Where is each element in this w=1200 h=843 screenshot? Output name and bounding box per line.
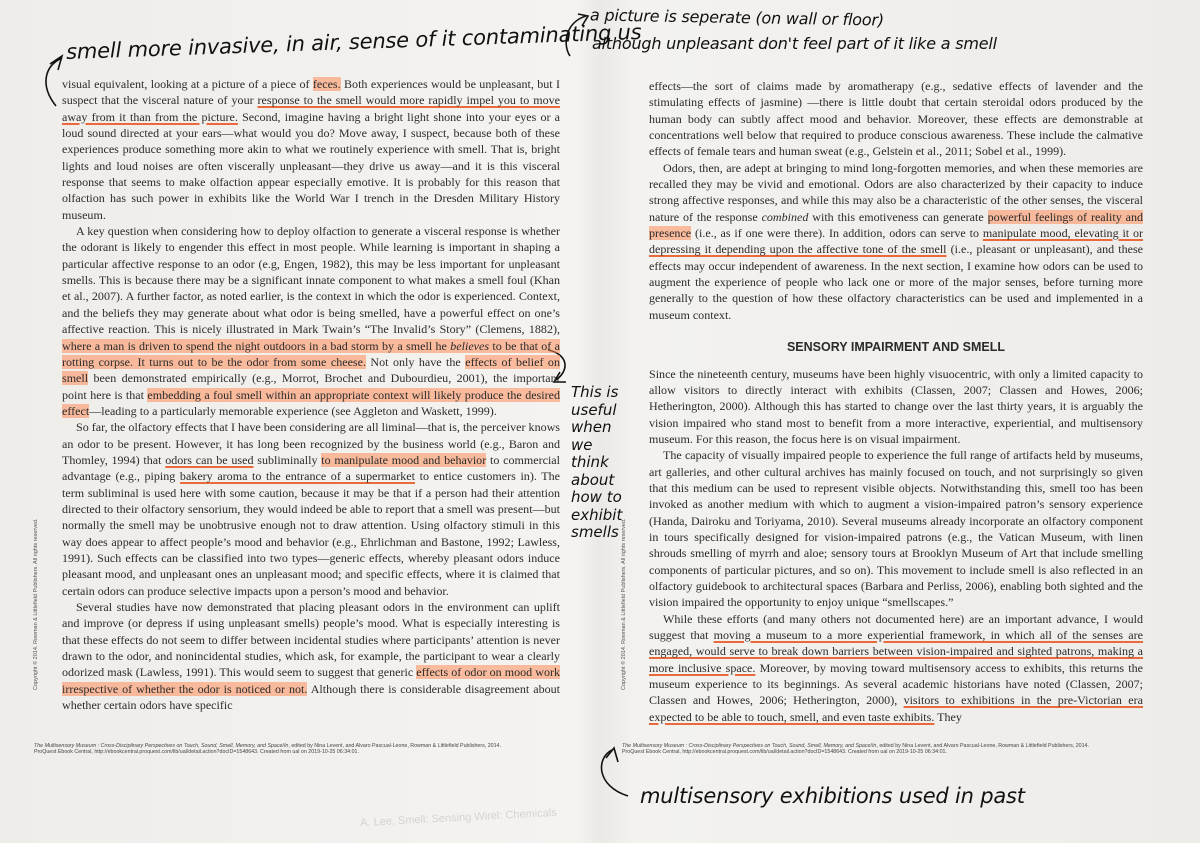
left-paragraph-2: [62, 223, 560, 419]
left-column: [62, 76, 560, 713]
text: —leading to a particularly memorable experience (see Aggleton and Waskett, 1999).: [89, 403, 497, 418]
highlight: embedding a foul smell within an appropriate context will likely produce the desired effect: [62, 387, 560, 418]
left-paragraph-3: [62, 419, 560, 599]
text: Moreover, by moving toward multisensory access to exhibits, this returns the museum experience to its beginnings. As several academic historians have noted (Classen, 2007; Classen and Howes, 2006; Hetherington, 2000),: [649, 660, 1143, 708]
note-top-left: smell more invasive, in air, sense of it contaminating us: [65, 19, 642, 65]
right-paragraph-4: [649, 447, 1143, 610]
highlight: to manipulate mood and behavior: [321, 452, 487, 467]
right-footer: The Multisensory Museum : Cross-Disciplinary Perspectives on Touch, Sound, Smell, Memory, and Space/In, edited by Nina Levent, and Alvaro Pascual-Leone, Rowman & Littlefield Publishers, 2014. ProQuest Ebook Central, http://ebookcentral.proquest.com/lib/ual/detail.action?docID=1548643. Created from ual on 2019-10-25 06:34:01.: [622, 743, 1089, 756]
text: The capacity of visually impaired people to experience the full range of artifacts held by museums, art galleries, and other cultural archives has mainly focused on touch, and not surprisingly so given that this medium can be used to represent visible objects. Notwithstanding this, smell too has been invoked as another medium with which to augment a vision-impaired patron’s sensory experience (Handa, Dairoku and Toriyama, 2010). Several museums already incorporate an olfactory component in tours specifically designed for vision-impaired patrons (e.g., the Vatican Museum, with linen shrouds smelling of myrrh and aloe; sensory tours at Brooklyn Museum of Art that include smelling components of particular pictures, and so on). This movement to include smell is also reflected in an olfactory guidebook to architectural spaces (Barbara and Perliss, 2006), enabling both sighted and the vision impaired the opportunity to enjoy unique “smellscapes.”: [649, 448, 1143, 610]
note-margin-line: how to: [571, 488, 622, 506]
text: to commercial advantage (e.g., piping: [62, 452, 561, 484]
left-copyright-vertical: Copyright © 2014. Rowman & Littlefield Publishers. All rights reserved.: [33, 518, 39, 690]
text: Several studies have now demonstrated that placing pleasant odors in the environment can uplift and improve (or depress if using unpleasant smells) people’s mood. What is especially interesting is that these effects do not seem to differ between incidental studies where participants’ attention is never drawn to the odor, and nonincidental studies, which ask, for example, the participant to wear a clearly odorized mask (Lawless, 1991). This would seem to suggest that generic: [62, 600, 560, 680]
text: Although there is considerable disagreement about whether certain odors have specific: [62, 681, 560, 713]
highlight-emphasis: believes: [450, 338, 490, 353]
text: (i.e., pleasant or unpleasant), and these effects may occur independent of awareness. In the next section, I examine how odors can be used to augment the experience of people who lack one or more of the major senses, before turning more generally to the question of how these olfactory characteristics can be used and implemented in a museum context.: [649, 242, 1143, 322]
underline: bakery aroma to the entrance of a supermarket: [179, 469, 415, 484]
left-paragraph-4: [62, 599, 560, 713]
text: They: [934, 709, 962, 724]
underline: visitors to exhibitions in the pre-Victorian era expected to be able to touch, smell, and even taste exhibits.: [649, 693, 1143, 724]
text: While these efforts (and many others not documented here) are an important advance, I would suggest that: [649, 611, 1143, 642]
highlight: effects of odor on mood work irrespective of whether the odor is noticed or not.: [62, 665, 560, 696]
right-paragraph-3: [649, 366, 1143, 448]
text: Second, imagine having a bright light shone into your eyes or a loud sound directed at your ears—what would you do? Move away, I suspect, because both of these experiences produce something more akin to what we routinely experience with smell. That is, bright lights and loud noises are often viscerally unpleasant—they drive us away—and it is this visceral response that seems to make olfaction appear especially emotive. It is probably for this reason that olfaction has such power in exhibits like the World War I trench in the Dresden Military History museum.: [62, 109, 561, 222]
highlight: effects of belief on smell: [62, 354, 560, 386]
left-paragraph-1: [62, 76, 560, 223]
section-heading: SENSORY IMPAIRMENT AND SMELL: [786, 340, 1006, 355]
text: Not only have the: [365, 354, 466, 369]
note-top-right-line1: a picture is seperate (on wall or floor): [589, 5, 885, 30]
right-column: [649, 78, 1143, 725]
text: (i.e., as if one were there). In addition, odors can serve to: [691, 226, 983, 241]
note-margin-line: smells: [571, 523, 619, 541]
text: with this emotiveness can generate: [808, 209, 988, 224]
right-paragraph-1: [649, 78, 1143, 160]
highlight: powerful feelings of reality and presence: [649, 209, 1143, 241]
note-margin-line: when we: [571, 418, 612, 454]
note-top-right-line2: although unpleasant don't feel part of it like a smell: [592, 34, 997, 53]
text: effects—the sort of claims made by aromatherapy (e.g., sedative effects of lavender and the stimulating effects of jasmine) —there is little doubt that certain steroidal odors produced by the human body can subtly affect mood and behavior. Moreover, these effects are demonstrable at concentrations well below that required to produce conscious awareness. These include the calmative effects of female tears and human sweat (e.g., Gelstein et al., 2011; Sobel et al., 1999).: [649, 79, 1143, 159]
left-footer: The Multisensory Museum : Cross-Disciplinary Perspectives on Touch, Sound, Smell, Memory, and Space/In, edited by Nina Levent, and Alvaro Pascual-Leone, Rowman & Littlefield Publishers, 2014. ProQuest Ebook Central, http://ebookcentral.proquest.com/lib/ual/detail.action?docID=1548643. Created from ual on 2019-10-25 06:34:01.: [34, 743, 501, 756]
note-margin-line: This is: [571, 383, 619, 401]
text: Since the nineteenth century, museums have been highly visuocentric, with only a limited capacity to allow visitors to directly interact with exhibits (Classen, 2007; Classen and Howes, 2006; Hetherington, 2000). Although this has started to change over the last thirty years, it is arguably the vision impaired who stand most to benefit from a more interactive, experiential, and multisensory museum. For this reason, the focus here is on visual impairment.: [649, 366, 1143, 446]
note-margin-line: exhibit: [571, 505, 623, 524]
right-paragraph-5: [649, 611, 1143, 725]
bleed-through-text: A. Lee, Smell: Sensing Wirel: Chemicals: [359, 806, 558, 830]
note-margin-line: think: [571, 453, 609, 471]
right-paragraph-2: [649, 160, 1143, 323]
text: So far, the olfactory effects that I have been considering are all liminal—that is, the perceiver knows an odor to be present. However, it has long been recognized by the business world (e.g., Baron and Thomley, 1994) that: [62, 420, 560, 467]
highlight: to be that of a rotting corpse. It turns out to be the odor from some cheese.: [62, 338, 561, 369]
note-bottom: multisensory exhibitions used in past: [640, 784, 1025, 808]
note-margin-line: useful: [571, 400, 617, 419]
underline: response to the smell would more rapidly impel you to move away from it than from the picture.: [62, 93, 560, 124]
text: subliminally: [253, 452, 322, 467]
emphasis: combined: [761, 209, 809, 224]
underline: odors can be used: [165, 452, 254, 467]
text: to entice customers in). The term subliminal is used here with some caution, because it may be that if a person had their attention directed to their olfactory sensorium, they would indeed be able to report that a smell was present—but normally the smell may be unobtrusive enough not to draw attention. Using olfactory stimuli in this way does appear to affect people’s mood and behavior (e.g., Ehrlichman and Bastone, 1992; Lawless, 1991). Such effects can be classified into two types—generic effects, whereby pleasant odors induce pleasant mood, and unpleasant ones an unpleasant mood; and specific effects, where it is claimed that certain odors can produce selective impacts upon a person’s mood and behavior.: [62, 469, 560, 598]
text: visual equivalent, looking at a picture of a piece of: [62, 77, 313, 91]
text: Odors, then, are adept at bringing to mind long-forgotten memories, and when these memories are recalled they may be vivid and emotional. Odors are also characterized by their capacity to induce strong affective responses, and while this may also be a characteristic of the other senses, the visceral nature of the response: [649, 160, 1143, 224]
text: A key question when considering how to deploy olfaction to generate a visceral response is whether the odorant is likely to engender this effect in most people. While learning is important in shaping a particular affective response to an odor (e.g, Engen, 1982), this may be less important for unpleasant smells. This is because there may be a significant innate component to what makes a smell foul (Khan et al., 2007). A further factor, as noted earlier, is the context in which the odor is experienced. Context, and the beliefs they may generate about what odor is being smelled, have a powerful effect on one’s affective reaction. This is nicely illustrated in Mark Twain’s “The Invalid’s Story” (Clemens, 1882),: [62, 224, 560, 337]
highlight: where a man is driven to spend the night outdoors in a bad storm by a smell he: [62, 338, 451, 353]
right-copyright-vertical: Copyright © 2014. Rowman & Littlefield Publishers. All rights reserved.: [621, 518, 627, 690]
underline: manipulate mood, elevating it or depressing it depending upon the affective tone of the smell: [649, 226, 1143, 257]
highlight: feces.: [312, 77, 341, 91]
note-margin-line: about: [571, 470, 615, 489]
text: been demonstrated empirically (e.g., Morrot, Brochet and Dubourdieu, 2001), the important point here is that: [62, 371, 560, 402]
text: Both experiences would be unpleasant, but I suspect that the visceral nature of your: [62, 77, 560, 108]
underline: moving a museum to a more experiential framework, in which all of the senses are engaged, would serve to break down barriers between vision-impaired and sighted patrons, making a more inclusive space.: [649, 628, 1143, 675]
